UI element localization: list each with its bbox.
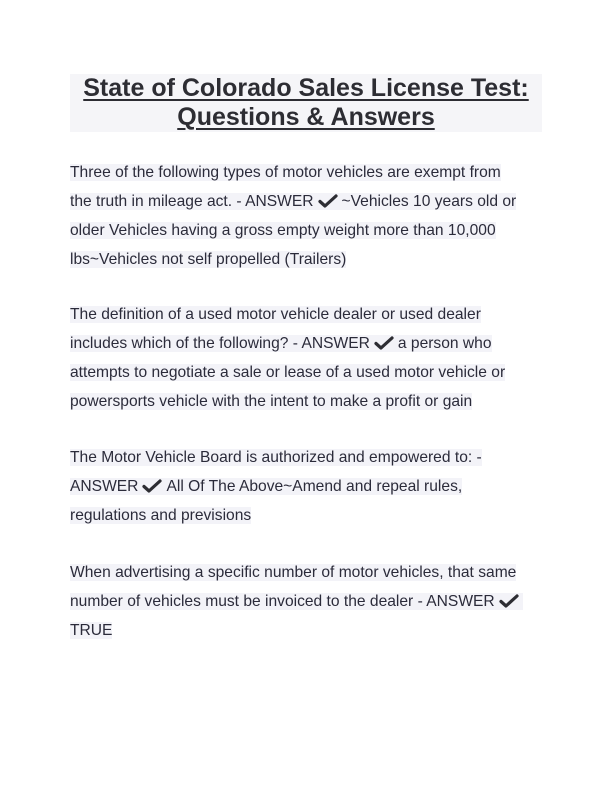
qa-line: TRUE xyxy=(70,622,113,639)
title-line-1: State of Colorado Sales License Test: xyxy=(83,74,529,102)
qa-line: When advertising a specific number of motor vehicles, that same xyxy=(70,564,517,581)
qa-line: The Motor Vehicle Board is authorized and empowered to: - xyxy=(70,449,482,466)
qa-line: the truth in mileage act. - ANSWER ~Vehicles 10 years old or xyxy=(70,193,517,210)
qa-line: powersports vehicle with the intent to make a profit or gain xyxy=(70,393,473,410)
qa-line: Three of the following types of motor vehicles are exempt from xyxy=(70,164,501,181)
qa-item-3 xyxy=(70,443,548,530)
checkmark-icon xyxy=(142,479,162,493)
qa-item-4 xyxy=(70,558,548,645)
qa-line: regulations and previsions xyxy=(70,507,252,524)
qa-item-2 xyxy=(70,300,548,416)
qa-item-1 xyxy=(70,158,548,274)
qa-line: includes which of the following? - ANSWER a person who xyxy=(70,335,492,352)
qa-line: lbs~Vehicles not self propelled (Trailers) xyxy=(70,251,347,268)
qa-line: ANSWER All Of The Above~Amend and repeal rules, xyxy=(70,478,463,495)
checkmark-icon xyxy=(374,336,394,350)
checkmark-icon xyxy=(318,194,338,208)
qa-line: number of vehicles must be invoiced to the dealer - ANSWER xyxy=(70,587,548,616)
qa-line: attempts to negotiate a sale or lease of a used motor vehicle or xyxy=(70,364,506,381)
title-line-2: Questions & Answers xyxy=(177,103,435,131)
qa-line: The definition of a used motor vehicle dealer or used dealer xyxy=(70,306,481,323)
qa-line: older Vehicles having a gross empty weight more than 10,000 xyxy=(70,222,496,239)
page-title xyxy=(70,74,542,132)
checkmark-icon xyxy=(499,594,519,608)
